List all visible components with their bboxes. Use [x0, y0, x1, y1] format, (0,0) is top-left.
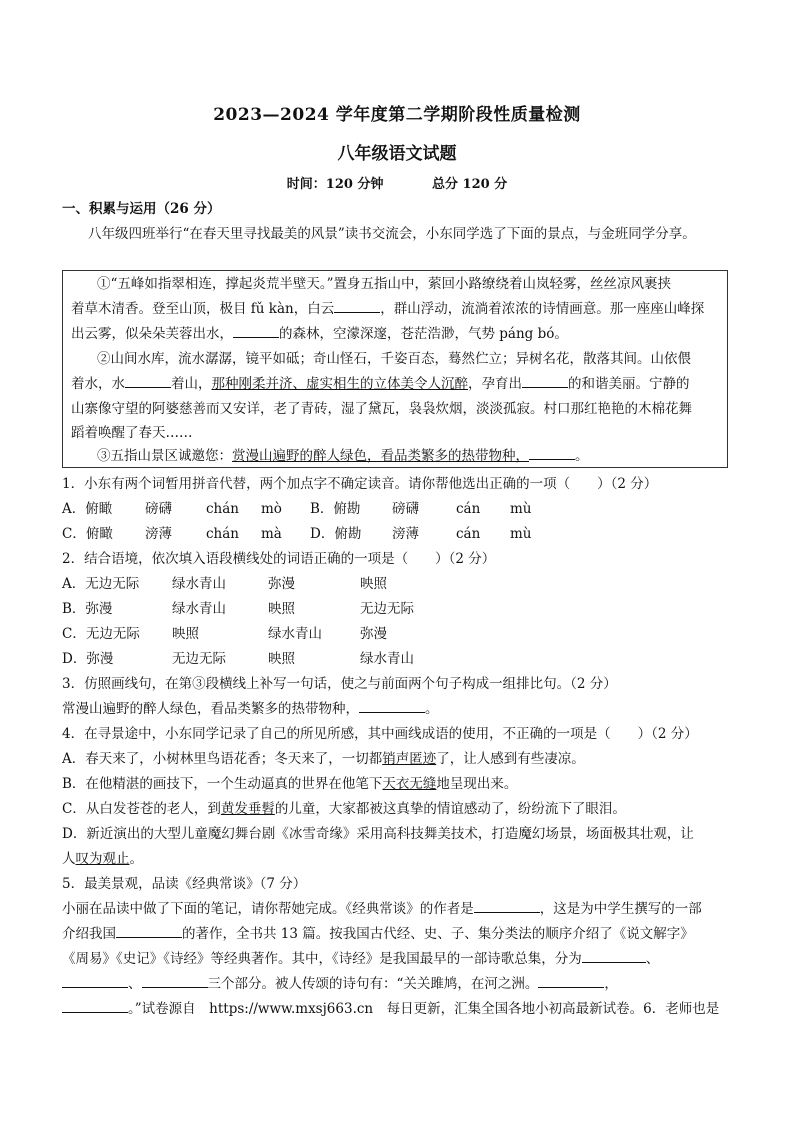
question-4-stem: 4．在寻景途中，小东同学记录了自己的所见所感，其中画线成语的使用，不正确的一项是（ ）（2 分） [62, 726, 698, 742]
passage-text: 的森林，空濛深邃，苍茫浩渺，气势 páng bó。 [279, 326, 568, 342]
passage-text: 着山， [171, 376, 212, 392]
question-4-option-a[interactable] [62, 747, 732, 772]
passage-text: 出云雾，似朵朵芙蓉出水， [71, 326, 233, 342]
option-text: 人 [62, 851, 76, 867]
passage-line: 山寨像守望的阿婆慈善而又安详，老了青砖，湿了黛瓦，袅袅炊烟，淡淡孤寂。村口那红艳艳的木棉花舞 [71, 401, 692, 417]
underlined-idiom: 销声匿迹 [382, 751, 437, 767]
option-text: 的儿童，大家都被这真挚的情谊感动了，纷纷流下了眼泪。 [274, 801, 626, 817]
passage-text: 着水，水 [71, 376, 125, 392]
question-5-line [62, 997, 742, 1022]
question-text: 、 [128, 976, 142, 992]
answer-blank[interactable] [538, 973, 604, 988]
question-5-line [62, 897, 732, 922]
option-pinyin: mò [261, 501, 282, 517]
question-4-option-c[interactable] [62, 797, 732, 822]
option-word: 无边无际 [172, 651, 226, 667]
answer-blank[interactable] [62, 973, 128, 988]
option-text: C．从白发苍苍的老人，到 [62, 801, 221, 817]
answer-blank[interactable] [142, 973, 208, 988]
option-label[interactable]: D．俯勘 [310, 526, 362, 542]
option-word: 绿水青山 [172, 576, 226, 592]
option-word: 绿水青山 [268, 626, 322, 642]
question-text: 介绍我国 [62, 926, 116, 942]
option-label[interactable]: A．无边无际 [62, 576, 140, 592]
passage-text: ，孕育出 [468, 376, 522, 392]
option-text: 地呈现出来。 [436, 776, 518, 792]
option-pinyin: mù [510, 526, 532, 542]
question-5-line [62, 922, 732, 947]
answer-blank[interactable] [359, 698, 425, 713]
question-3-answer-line [62, 697, 732, 722]
option-word: 映照 [268, 601, 295, 617]
option-label[interactable]: A．俯瞰 [62, 501, 113, 517]
option-label[interactable]: B．弥漫 [62, 601, 113, 617]
answer-blank[interactable] [62, 998, 128, 1013]
passage-text: 的和谐美丽。宁静的 [568, 376, 690, 392]
option-word: 滂薄 [392, 526, 419, 542]
option-pinyin: cán [456, 526, 481, 542]
option-word: 弥漫 [268, 576, 295, 592]
answer-blank[interactable] [582, 948, 646, 963]
option-label[interactable]: D．弥漫 [62, 651, 114, 667]
section-intro: 八年级四班举行“在春天里寻找最美的风景”读书交流会，小东同学选了下面的景点，与金班同学分享。 [88, 226, 696, 242]
fill-blank[interactable] [233, 323, 279, 338]
underlined-idiom: 黄发垂髫 [220, 801, 275, 817]
question-text: 。 [425, 701, 439, 717]
option-pinyin: chán [206, 526, 239, 542]
question-text: 常漫山遍野的醉人绿色，看品类繁多的热带物种， [62, 701, 359, 717]
question-text: ， [604, 976, 618, 992]
passage-line: ②山间水库，流水潺潺，镜平如砥；奇山怪石，千姿百态，蓦然伫立；异树名花，散落其间。山依偎 [97, 351, 691, 367]
passage-line: ①“五峰如指翠相连，撑起炎荒半壁天。”置身五指山中，萦回小路缭绕着山岚轻雾，丝丝凉风裹挟 [97, 276, 672, 292]
fill-blank[interactable] [125, 373, 171, 388]
passage-text: ③五指山景区诚邀您： [97, 448, 232, 464]
option-word: 绿水青山 [360, 651, 414, 667]
option-word: 绿水青山 [172, 601, 226, 617]
passage-line: 蹈着唤醒了春天…… [71, 425, 193, 441]
underlined-idiom: 叹为观止 [75, 851, 130, 867]
passage-line [71, 297, 723, 322]
passage-text: ，群山浮动，流淌着浓浓的诗情画意。那一座座山峰探 [380, 301, 705, 317]
question-4-option-d[interactable]: D．新近演出的大型儿童魔幻舞台剧《冰雪奇缘》采用高科技舞美技术，打造魔幻场景，场面极其壮观，让 [62, 826, 694, 842]
option-text: B．在他精湛的画技下，一个生动逼真的世界在他笔下 [62, 776, 383, 792]
question-1-stem: 1．小东有两个词暂用拼音代替，两个加点字不确定读音。请你帮他选出正确的一项（ ）（2 分） [62, 476, 658, 492]
question-4-option-d-cont [62, 847, 732, 872]
option-text: A．春天来了，小树林里鸟语花香；冬天来了，一切都 [62, 751, 383, 767]
option-word: 映照 [268, 651, 295, 667]
option-label[interactable]: B．俯勘 [310, 501, 361, 517]
passage-text: 。 [575, 448, 589, 464]
option-text: 了，让人感到有些凄凉。 [436, 751, 585, 767]
underlined-idiom: 天衣无缝 [382, 776, 437, 792]
question-3-stem: 3．仿照画线句，在第③段横线上补写一句话，使之与前面两个句子构成一组排比句。（2 分） [62, 676, 617, 692]
answer-blank[interactable] [116, 923, 182, 938]
option-pinyin: mù [510, 501, 532, 517]
question-text: 三个部分。被人传颂的诗句有：“关关雎鸠，在河之洲。 [207, 976, 539, 992]
passage-line [71, 322, 723, 347]
option-pinyin: cán [456, 501, 481, 517]
passage-line [97, 444, 723, 469]
option-label[interactable]: C．俯瞰 [62, 526, 113, 542]
exam-total-score: 总分 120 分 [432, 177, 508, 192]
option-word: 映照 [172, 626, 199, 642]
exam-meta [0, 173, 794, 192]
fill-blank[interactable] [529, 445, 575, 460]
option-text: 。 [129, 851, 143, 867]
option-label[interactable]: C．无边无际 [62, 626, 140, 642]
passage-box [62, 270, 728, 468]
question-text: 、 [645, 951, 660, 967]
question-text: 。”试卷源自 https://www.mxsj663.cn 每日更新，汇集全国各地小初高最新试卷。6．老师也是 [128, 1001, 720, 1017]
question-text: 小丽在品读中做了下面的笔记，请你帮她完成。《经典常谈》的作者是 [62, 901, 474, 917]
underlined-sentence: 那种刚柔并济、虚实相生的立体美令人沉醉 [211, 376, 468, 392]
option-pinyin: chán [206, 501, 239, 517]
page-title: 2023—2024 学年度第二学期阶段性质量检测 [213, 105, 581, 125]
question-text: 《周易》《史记》《诗经》等经典著作。其中，《诗经》是我国最早的一部诗歌总集，分为 [62, 951, 582, 967]
passage-text: 着草木清香。登至山顶，极目 fǔ kàn，白云 [71, 301, 335, 317]
question-5-line [62, 972, 732, 997]
option-word: 弥漫 [360, 626, 387, 642]
question-5-line [62, 947, 732, 972]
exam-time: 时间：120 分钟 [286, 177, 384, 192]
question-5-stem: 5．最美景观，品读《经典常谈》（7 分） [62, 876, 307, 892]
option-word: 磅礴 [392, 501, 419, 517]
passage-line [71, 372, 723, 397]
underlined-sentence: 赏漫山遍野的醉人绿色，看品类繁多的热带物种， [232, 448, 529, 464]
fill-blank[interactable] [334, 298, 380, 313]
exam-subtitle: 八年级语文试题 [337, 144, 457, 164]
option-word: 滂薄 [145, 526, 172, 542]
section-heading: 一、积累与运用（26 分） [62, 201, 221, 217]
option-word: 映照 [360, 576, 387, 592]
question-2-stem: 2．结合语境，依次填入语段横线处的词语正确的一项是（ ）（2 分） [62, 551, 496, 567]
question-4-option-b[interactable] [62, 772, 732, 797]
fill-blank[interactable] [522, 373, 568, 388]
option-word: 无边无际 [360, 601, 414, 617]
option-pinyin: mà [261, 526, 282, 542]
question-text: ，这是为中学生撰写的一部 [539, 901, 702, 917]
option-word: 磅礴 [145, 501, 172, 517]
answer-blank[interactable] [474, 898, 540, 913]
question-text: 的著作，全书共 13 篇。按我国古代经、史、子、集分类法的顺序介绍了《说文解字》 [182, 926, 694, 942]
